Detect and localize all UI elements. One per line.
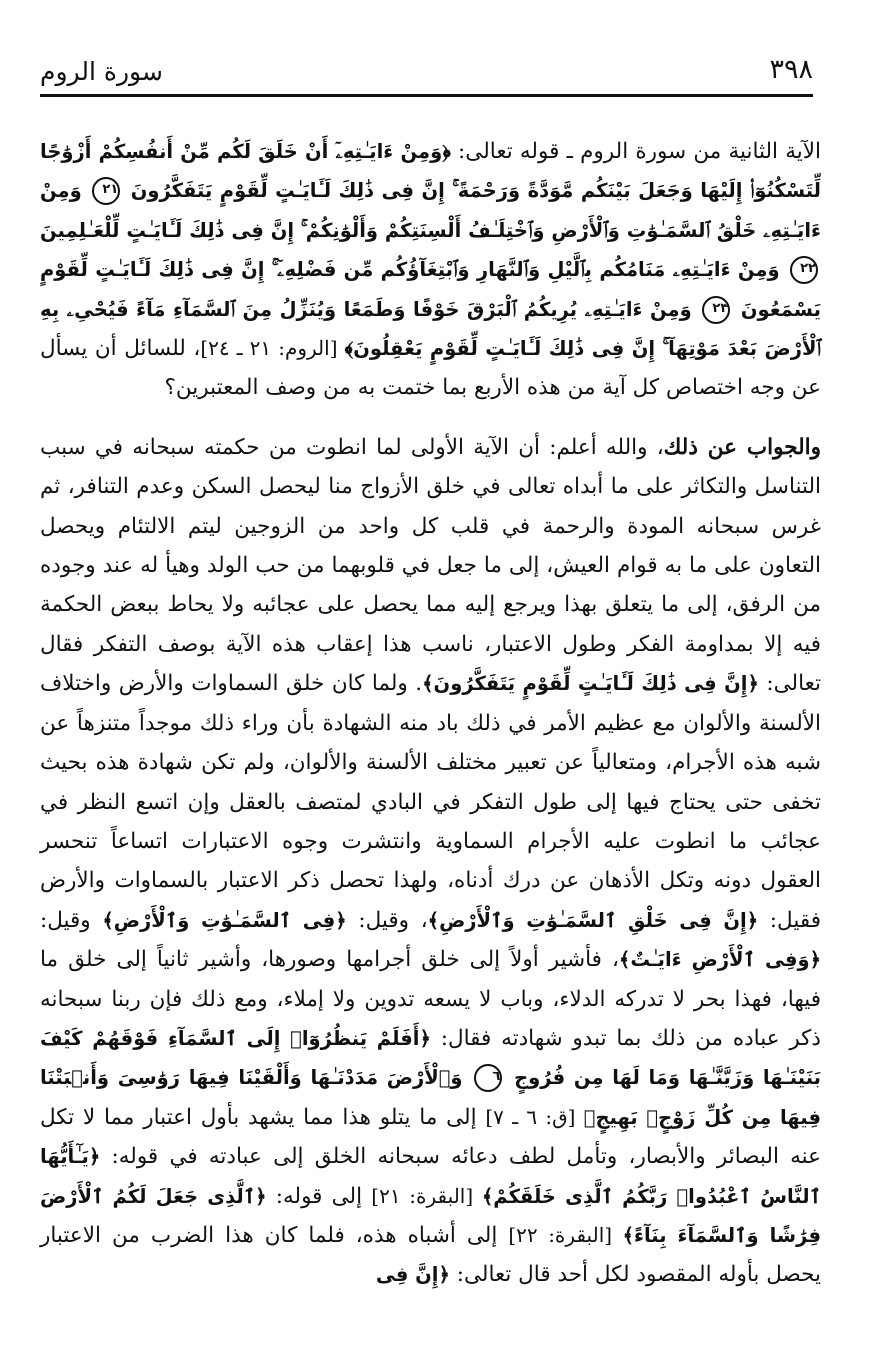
body-text-segment: . ولما كان خلق السماوات والأرض واختلاف الألسنة والألوان مع عظيم الأمر في ذلك باد منه الشهادة بأن وراء ذلك موجداً متنزهاً عن شبه هذه الأجرام، ومتعالياً عن تعبير مختلف الألسنة والألوان، ولم تكن شهادة هذه بحيث تخفى حتى يحتاج فيها إلى طول التفكر في البادي لمتصف بالعقل وإن اتسع النظر في عجائب ما انطوت عليه الأجرام السماوية وانتشرت وجوه الاعتبارات اتساعاً تنحسر العقول دونه وتكل الأذهان عن درك أدناه، ولهذا تحصل ذكر الاعتبار بالسماوات والأرض فقيل: <box>40 671 821 933</box>
quran-verse: ﴿يَـٰٓأَيُّهَا ٱلنَّاسُ ٱعْبُدُوا۟ رَبَّكُمُ ٱلَّذِى خَلَقَكُمْ﴾ <box>40 1145 822 1208</box>
header-divider <box>40 94 813 97</box>
running-title: سورة الروم <box>40 57 163 86</box>
quran-verse: وَمِنْ ءَايَـٰتِهِۦ خَلْقُ ٱلسَّمَـٰوَٰتِ وَٱلْأَرْضِ وَٱخْتِلَـٰفُ أَلْسِنَتِكُمْ وَأَلْوَٰنِكُمْ ۚ إِنَّ فِى ذَٰلِكَ لَـَٔايَـٰتٍ لِّلْعَـٰلِمِينَ <box>40 179 821 242</box>
body-text-segment: إلى ما يتلو هذا مما يشهد بأول اعتبار مما لا تكل عنه البصائر والأبصار، وتأمل لطف دعائه سبحانه الخلق إلى عبادته في قوله: <box>40 1104 821 1170</box>
body-text-segment: وقيل: <box>40 907 103 933</box>
quran-verse: ﴿فِى ٱلسَّمَـٰوَٰتِ وَٱلْأَرْضِ﴾ <box>102 908 347 932</box>
quran-verse: وَٱلْأَرْضَ مَدَدْنَـٰهَا وَأَلْقَيْنَا فِيهَا رَوَٰسِىَ وَأَنۢبَتْنَا فِيهَا مِن كُلِّ زَوْجٍۭ بَهِيجٍ﴾ <box>40 1066 821 1129</box>
quran-verse: ﴿أَفَلَمْ يَنظُرُوٓا۟ إِلَى ٱلسَّمَآءِ فَوْقَهُمْ كَيْفَ بَنَيْنَـٰهَا وَزَيَّنَّـٰهَا وَمَا لَهَا مِن فُرُوجٍ <box>40 1026 821 1090</box>
ayah-number-marker: ٢١ <box>92 177 120 205</box>
quran-verse: وَمِنْ ءَايَـٰتِهِۦ يُرِيكُمُ ٱلْبَرْقَ خَوْفًا وَطَمَعًا وَيُنَزِّلُ مِنَ ٱلسَّمَآءِ مَآءً فَيُحْىِۦ بِهِ ٱلْأَرْضَ بَعْدَ مَوْتِهَآ ۚ إِنَّ فِى ذَٰلِكَ لَـَٔايَـٰتٍ لِّقَوْمٍ يَعْقِلُونَ﴾ <box>40 297 822 361</box>
body-text-segment: ، وقيل: <box>346 907 428 933</box>
ayah-number-marker: ٢٢ <box>790 256 818 284</box>
quran-verse: ﴿وَمِنْ ءَايَـٰتِهِۦٓ أَنْ خَلَقَ لَكُم مِّنْ أَنفُسِكُمْ أَزْوَٰجًا لِّتَسْكُنُوٓا۟ إِلَيْهَا وَجَعَلَ بَيْنَكُم مَّوَدَّةً وَرَحْمَةً ۚ إِنَّ فِى ذَٰلِكَ لَـَٔايَـٰتٍ لِّقَوْمٍ يَتَفَكَّرُونَ <box>40 140 821 203</box>
answer-lead: والجواب عن ذلك <box>663 434 821 460</box>
page-number: ٣٩٨ <box>769 54 813 85</box>
body-text-segment: ، والله أعلم: أن الآية الأولى لما انطوت من حكمته سبحانه في سبب التناسل والتكاثر على ما أبداه تعالى في خلق الأزواج منا ليحصل السكن وعدم التنافر، ثم غرس سبحانه المودة والرحمة في قلب كل واحد من الزوجين ليتم الالتئام ويحصل التعاون على ما به قوام العيش، إلى ما جعل في قلوبهما من حب الولد وهيأ له عند وجوده من الرفق، إلى ما يتعلق بهذا ويرجع إليه مما يحصل على عجائبه ولا يحاط ببعض الحكمة فيه إلا بمداومة الفكر وطول الاعتبار، ناسب هذا إعقاب هذه الآية بوصف التفكر فقال تعالى: <box>40 434 821 697</box>
paragraph-spacer <box>40 408 821 428</box>
paragraph-answer <box>40 428 821 1295</box>
verse-reference: [الروم: ٢١ ـ ٢٤] <box>200 336 345 361</box>
body-text-segment: ، فأشير أولاً إلى خلق أجرامها وصورها، وأشير ثانياً إلى خلق ما فيها، فهذا بحر لا تدركه الدلاء، وباب لا يسعه تدوين ولا إملاء، ومع ذلك فإن ربنا سبحانه ذكر عباده من ذلك بما تبدو شهادته فقال: <box>40 947 821 1051</box>
ayah-number-marker: ٢٣ <box>702 296 730 324</box>
page-body <box>40 132 821 1295</box>
quran-verse: ﴿وَفِى ٱلْأَرْضِ ءَايَـٰتٌ﴾ <box>618 948 822 972</box>
body-text-segment: إلى قوله: <box>266 1183 372 1209</box>
intro-text: الآية الثانية من سورة الروم ـ قوله تعالى: <box>450 139 821 164</box>
paragraph-question <box>40 132 821 408</box>
body-text-segment: إلى أشباه هذه، فلما كان هذا الضرب من الاعتبار يحصل بأوله المقصود لكل أحد قال تعالى: <box>40 1222 821 1288</box>
quran-verse: ﴿إِنَّ فِى ذَٰلِكَ لَـَٔايَـٰتٍ لِّقَوْمٍ يَتَفَكَّرُونَ﴾ <box>422 672 759 696</box>
quran-verse: ﴿إِنَّ فِى <box>375 1263 450 1287</box>
question-text: ، للسائل أن يسأل عن وجه اختصاص كل آية من هذه الأربع بما ختمت به من وصف المعتبرين؟ <box>40 336 821 401</box>
verse-reference: [البقرة: ٢١] <box>371 1183 482 1208</box>
quran-verse: ﴿ٱلَّذِى جَعَلَ لَكُمُ ٱلْأَرْضَ فِرَٰشًا وَٱلسَّمَآءَ بِنَآءً﴾ <box>40 1184 821 1247</box>
page-header <box>40 52 813 92</box>
verse-reference: [البقرة: ٢٢] <box>508 1222 623 1247</box>
ayah-number-marker: ٦ <box>474 1064 502 1092</box>
quran-verse: ﴿إِنَّ فِى خَلْقِ ٱلسَّمَـٰوَٰتِ وَٱلْأَرْضِ﴾ <box>427 908 759 932</box>
verse-reference: [ق: ٦ ـ ٧] <box>485 1104 584 1129</box>
quran-verse: وَمِنْ ءَايَـٰتِهِۦ مَنَامُكُم بِٱلَّيْلِ وَٱلنَّهَارِ وَٱبْتِغَآؤُكُم مِّن فَضْلِهِۦٓ ۚ إِنَّ فِى ذَٰلِكَ لَـَٔايَـٰتٍ لِّقَوْمٍ يَسْمَعُونَ <box>40 258 821 321</box>
